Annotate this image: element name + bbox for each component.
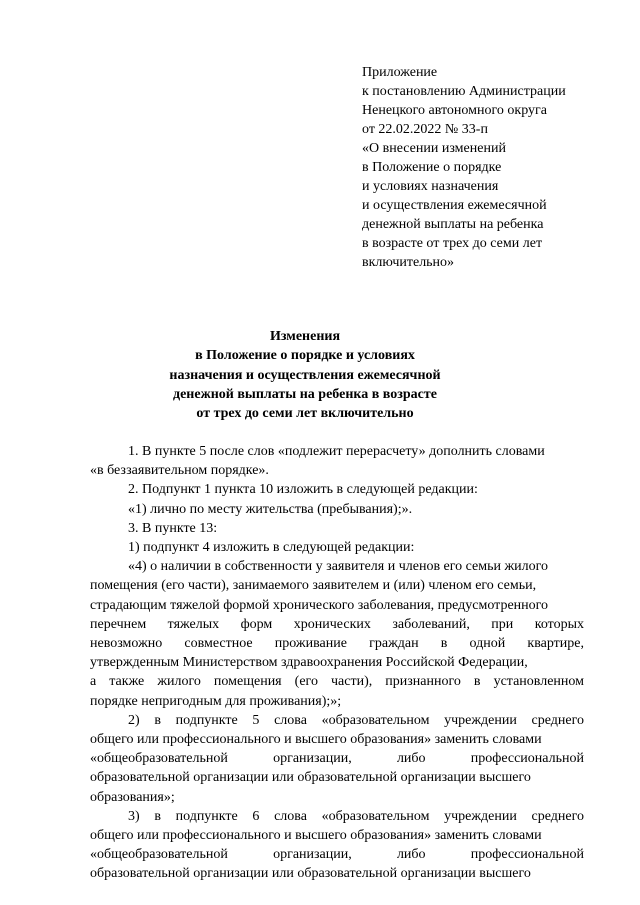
- body-line: образовательной организации или образовательной организации высшего: [90, 770, 531, 786]
- body-line: страдающим тяжелой формой хронического заболевания, предусмотренного: [90, 597, 549, 613]
- appendix-line: Приложение: [362, 65, 438, 80]
- body-line: а также жилого помещения (его части), признанного в установленном: [90, 674, 584, 690]
- body-line: «общеобразовательной организации, либо профессиональной: [90, 847, 584, 863]
- appendix-line: денежной выплаты на ребенка: [362, 217, 544, 232]
- body-line: общего или профессионального и высшего образования» заменить словами: [90, 731, 542, 747]
- body-line: 3. В пункте 13:: [128, 520, 218, 536]
- body-line: порядке непригодным для проживания);»;: [90, 693, 342, 709]
- title-line: в Положение о порядке и условиях: [195, 348, 415, 364]
- body-line: перечнем тяжелых форм хронических заболеваний, при которых: [90, 616, 584, 632]
- appendix-line: к постановлению Администрации: [362, 84, 566, 99]
- body-line: «4) о наличии в собственности у заявителя и членов его семьи жилого: [128, 559, 549, 575]
- body-line: «1) лично по месту жительства (пребывания);».: [128, 501, 413, 517]
- appendix-line: в возрасте от трех до семи лет: [362, 236, 543, 251]
- body-line: 3) в подпункте 6 слова «образовательном учреждении среднего: [128, 808, 584, 824]
- appendix-line: и осуществления ежемесячной: [362, 198, 547, 213]
- body-line: образовательной организации или образовательной организации высшего: [90, 866, 531, 882]
- body-line: помещения (его части), занимаемого заявителем и (или) членом его семьи,: [90, 578, 537, 594]
- appendix-line: в Положение о порядке: [362, 160, 502, 175]
- body-line: 1. В пункте 5 после слов «подлежит перерасчету» дополнить словами: [128, 444, 545, 459]
- appendix-line: и условиях назначения: [362, 179, 499, 194]
- body-line: утвержденным Министерством здравоохранения Российской Федерации,: [90, 655, 528, 671]
- body-line: «в беззаявительном порядке».: [90, 463, 269, 479]
- body-line: 1) подпункт 4 изложить в следующей редакции:: [128, 540, 415, 556]
- document-title: [120, 327, 490, 423]
- document-body: [90, 442, 584, 884]
- title-line: назначения и осуществления ежемесячной: [169, 367, 441, 383]
- appendix-line: от 22.02.2022 № 33-п: [362, 122, 488, 137]
- body-line: невозможно совместное проживание граждан в одной квартире,: [90, 636, 584, 652]
- appendix-line: Ненецкого автономного округа: [362, 103, 547, 118]
- appendix-line: «О внесении изменений: [362, 141, 506, 156]
- title-line: денежной выплаты на ребенка в возрасте: [173, 386, 437, 402]
- body-line: 2. Подпункт 1 пункта 10 изложить в следующей редакции:: [128, 482, 478, 498]
- title-line: от трех до семи лет включительно: [196, 406, 414, 422]
- body-line: образования»;: [90, 789, 175, 805]
- body-line: «общеобразовательной организации, либо профессиональной: [90, 751, 584, 767]
- body-line: общего или профессионального и высшего образования» заменить словами: [90, 827, 542, 843]
- appendix-line: включительно»: [362, 255, 455, 270]
- title-line: Изменения: [269, 329, 341, 344]
- body-line: 2) в подпункте 5 слова «образовательном учреждении среднего: [128, 712, 584, 728]
- appendix-block: [362, 63, 602, 272]
